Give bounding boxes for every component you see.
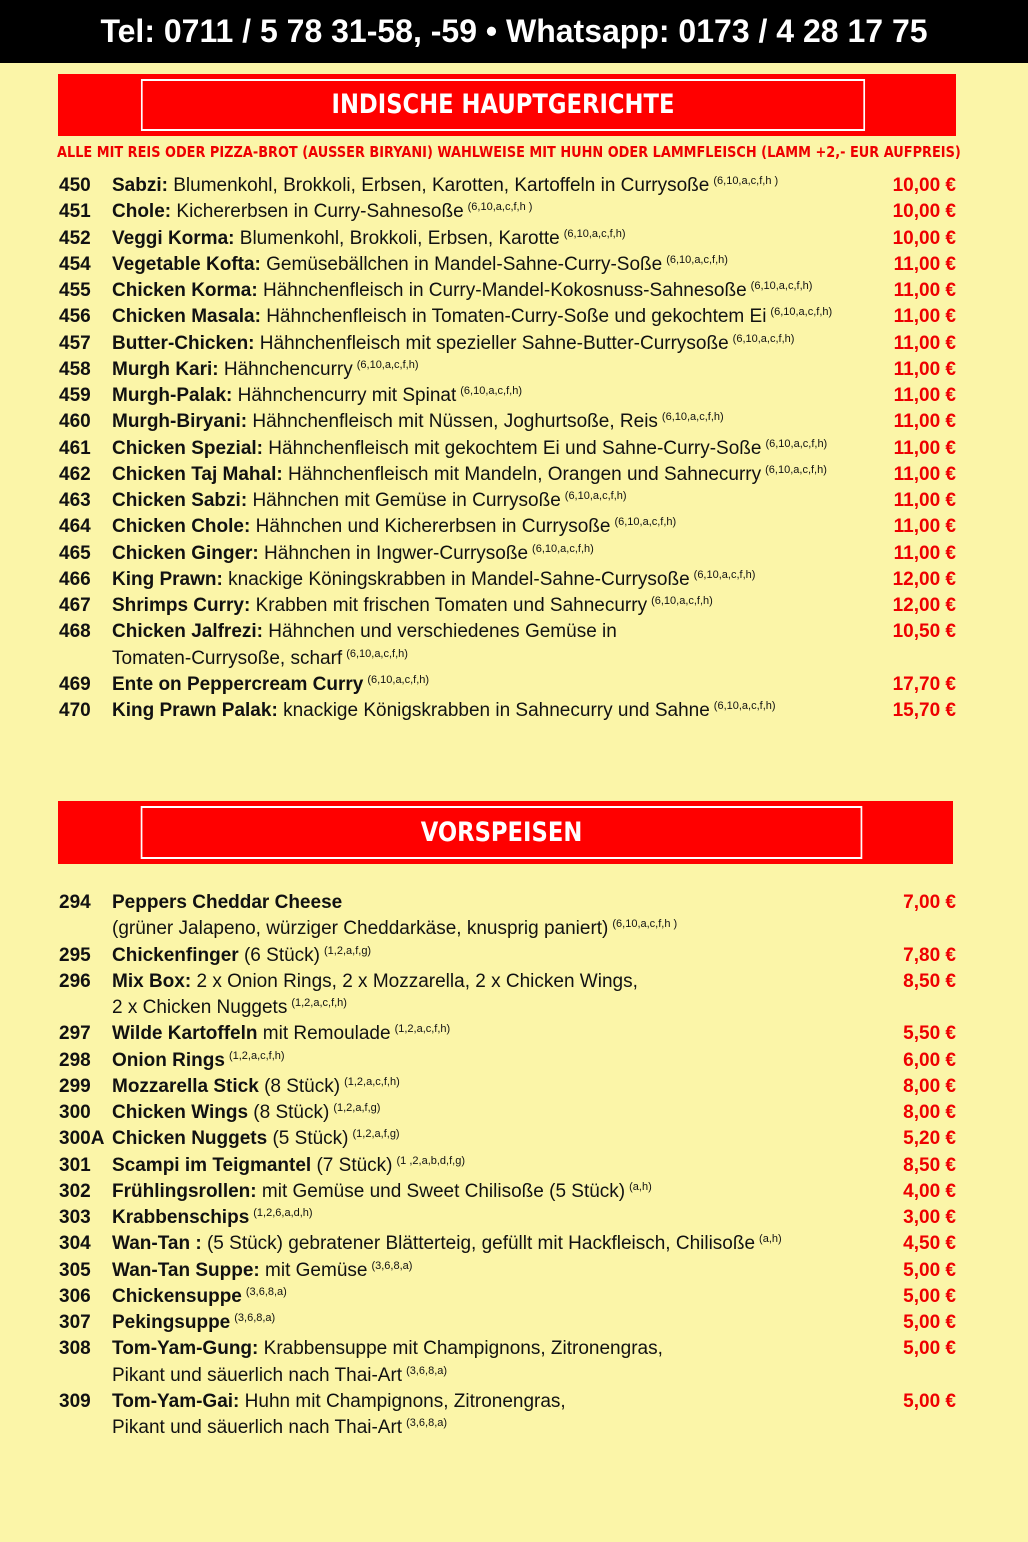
item-text bbox=[112, 1100, 380, 1126]
item-name: Chicken Sabzi: bbox=[112, 490, 248, 511]
item-text bbox=[112, 1389, 566, 1415]
item-price: 3,00 € bbox=[903, 1207, 956, 1228]
item-text bbox=[112, 890, 342, 916]
item-description: (8 Stück) bbox=[253, 1102, 330, 1123]
item-price: 10,00 € bbox=[892, 175, 956, 196]
menu-item bbox=[0, 1310, 1028, 1336]
menu-item bbox=[0, 357, 1028, 383]
allergen-codes: (6,10,a,c,f,h) bbox=[564, 490, 627, 502]
item-name: Murgh Kari: bbox=[112, 358, 219, 380]
item-number: 467 bbox=[59, 595, 91, 616]
menu-item bbox=[0, 199, 1028, 225]
item-text bbox=[112, 462, 827, 488]
menu-item bbox=[0, 173, 1028, 199]
item-description-line2 bbox=[112, 995, 347, 1021]
menu-item bbox=[0, 409, 1028, 435]
menu-item bbox=[0, 1126, 1028, 1152]
menu-item bbox=[0, 331, 1028, 357]
item-name: Sabzi: bbox=[112, 175, 168, 196]
allergen-codes: (1 ,2,a,b,d,f,g) bbox=[396, 1154, 465, 1167]
allergen-codes: (1,2,a,f,g) bbox=[333, 1102, 381, 1114]
allergen-codes: (6,10,a,c,f,h) bbox=[750, 280, 813, 292]
allergen-codes: (6,10,a,c,f,h) bbox=[651, 595, 713, 607]
item-description: mit Remoulade bbox=[262, 1023, 391, 1045]
item-name: Tom-Yam-Gai: bbox=[112, 1390, 240, 1412]
item-number: 456 bbox=[59, 306, 91, 328]
item-number: 302 bbox=[59, 1180, 91, 1202]
menu-item bbox=[0, 383, 1028, 409]
item-number: 298 bbox=[59, 1049, 91, 1071]
allergen-codes: (6,10,a,c,f,h) bbox=[367, 673, 430, 686]
allergen-codes: (6,10,a,c,f,h ) bbox=[713, 175, 779, 187]
item-description: (7 Stück) bbox=[316, 1154, 393, 1176]
item-name: Murgh-Palak: bbox=[112, 385, 233, 406]
item-description: (8 Stück) bbox=[264, 1075, 341, 1097]
item-price: 11,00 € bbox=[893, 306, 956, 328]
item-number: 301 bbox=[59, 1154, 91, 1176]
item-text bbox=[112, 173, 778, 199]
item-name: Peppers Cheddar Cheese bbox=[112, 892, 343, 913]
item-name: Chole: bbox=[112, 201, 172, 223]
item-number: 300 bbox=[59, 1102, 91, 1123]
menu-item bbox=[0, 1231, 1028, 1257]
item-description: mit Gemüse bbox=[265, 1259, 368, 1281]
item-text bbox=[112, 1153, 465, 1179]
item-number: 457 bbox=[59, 332, 91, 354]
item-description: Hähnchenfleisch mit gekochtem Ei und Sahne-Curry-Soße bbox=[268, 437, 762, 459]
item-name: Chicken Korma: bbox=[112, 280, 258, 301]
allergen-codes: (1,2,6,a,d,h) bbox=[253, 1207, 313, 1219]
menu-item bbox=[0, 488, 1028, 514]
allergen-codes: (3,6,8,a) bbox=[245, 1285, 287, 1298]
item-description: 2 x Onion Rings, 2 x Mozzarella, 2 x Chicken Wings, bbox=[196, 970, 638, 992]
item-price: 11,00 € bbox=[893, 358, 956, 380]
item-name: Chicken Spezial: bbox=[112, 437, 263, 459]
item-number: 303 bbox=[59, 1207, 91, 1228]
item-description: Gemüsebällchen in Mandel-Sahne-Curry-Soße bbox=[266, 253, 663, 275]
section-banner-vorspeisen bbox=[58, 801, 953, 864]
item-description: Krabbensuppe mit Champignons, Zitronengras, bbox=[263, 1338, 663, 1360]
item-number: 306 bbox=[59, 1285, 91, 1307]
item-description-line2 bbox=[112, 1415, 447, 1441]
item-number: 304 bbox=[59, 1233, 91, 1255]
allergen-codes: (6,10,a,c,f,h) bbox=[356, 358, 419, 371]
item-text bbox=[112, 1021, 450, 1047]
item-name: Chicken Nuggets bbox=[112, 1128, 268, 1150]
item-name: Veggi Korma: bbox=[112, 227, 235, 249]
item-price: 11,00 € bbox=[893, 542, 956, 564]
item-text bbox=[112, 436, 827, 462]
allergen-codes: (a,h) bbox=[759, 1233, 782, 1246]
item-number: 300A bbox=[59, 1128, 105, 1150]
allergen-codes: (1,2,a,c,f,h) bbox=[394, 1023, 451, 1036]
item-number: 308 bbox=[59, 1338, 91, 1360]
item-number: 458 bbox=[59, 358, 91, 380]
menu-list-hauptgerichte bbox=[0, 173, 1028, 724]
item-price: 4,50 € bbox=[903, 1233, 956, 1255]
item-number: 461 bbox=[59, 437, 91, 459]
item-number: 452 bbox=[59, 227, 91, 249]
item-name: Pekingsuppe bbox=[112, 1312, 231, 1333]
item-price: 11,00 € bbox=[893, 490, 956, 511]
item-name: Chicken Wings bbox=[112, 1102, 249, 1123]
item-description-line2 bbox=[112, 916, 677, 942]
item-text bbox=[112, 199, 532, 225]
item-price: 4,00 € bbox=[903, 1180, 956, 1202]
allergen-codes: (6,10,a,c,f,h) bbox=[460, 385, 523, 397]
item-price: 11,00 € bbox=[893, 411, 956, 433]
item-text bbox=[112, 278, 812, 304]
menu-item bbox=[0, 1258, 1028, 1284]
item-description: Hähnchen und Kichererbsen in Currysoße bbox=[255, 516, 611, 538]
item-name: Chicken Masala: bbox=[112, 306, 261, 328]
item-name: Tom-Yam-Gung: bbox=[112, 1338, 259, 1360]
item-name: Chickensuppe bbox=[112, 1285, 242, 1307]
menu-item bbox=[0, 1153, 1028, 1179]
item-number: 295 bbox=[59, 944, 91, 966]
allergen-codes: (6,10,a,c,f,h ) bbox=[612, 918, 678, 931]
item-number: 299 bbox=[59, 1075, 91, 1097]
item-number: 297 bbox=[59, 1023, 91, 1045]
item-price: 5,20 € bbox=[903, 1128, 956, 1150]
item-description: Blumenkohl, Brokkoli, Erbsen, Karotten, Kartoffeln in Currysoße bbox=[173, 175, 710, 196]
item-description: (5 Stück) gebratener Blätterteig, gefüllt mit Hackfleisch, Chilisoße bbox=[206, 1233, 756, 1255]
item-name: King Prawn: bbox=[112, 568, 223, 590]
item-price: 8,50 € bbox=[903, 970, 956, 992]
item-text bbox=[112, 1126, 400, 1152]
allergen-codes: (6,10,a,c,f,h) bbox=[666, 253, 728, 266]
item-name: Chicken Chole: bbox=[112, 516, 251, 538]
allergen-codes: (1,2,a,f,g) bbox=[352, 1128, 400, 1141]
item-text bbox=[112, 514, 676, 540]
item-text bbox=[112, 331, 794, 357]
item-price: 5,00 € bbox=[903, 1390, 956, 1412]
item-price: 5,00 € bbox=[903, 1259, 956, 1281]
item-price: 7,80 € bbox=[903, 944, 956, 966]
item-name: Krabbenschips bbox=[112, 1207, 250, 1228]
item-text bbox=[112, 304, 832, 330]
item-number: 459 bbox=[59, 385, 91, 406]
menu-item bbox=[0, 672, 1028, 698]
allergen-codes: (3,6,8,a) bbox=[371, 1259, 413, 1272]
item-price: 11,00 € bbox=[893, 280, 956, 301]
allergen-codes: (6,10,a,c,f,h ) bbox=[467, 201, 533, 214]
item-price: 5,00 € bbox=[903, 1312, 956, 1333]
item-name: Chicken Ginger: bbox=[112, 542, 259, 564]
item-text bbox=[112, 698, 776, 724]
item-name: Murgh-Biryani: bbox=[112, 411, 248, 433]
item-name: Wan-Tan Suppe: bbox=[112, 1259, 260, 1281]
section-note: ALLE MIT REIS ODER PIZZA-BROT (AUSSER BIRYANI) WAHLWEISE MIT HUHN ODER LAMMFLEISCH (LAMM +2,- EUR AUFPREIS) bbox=[57, 143, 961, 161]
menu-item bbox=[0, 619, 1028, 672]
allergen-codes: (3,6,8,a) bbox=[406, 1417, 448, 1429]
menu-item bbox=[0, 1336, 1028, 1389]
item-number: 296 bbox=[59, 970, 91, 992]
item-price: 17,70 € bbox=[892, 673, 956, 695]
allergen-codes: (1,2,a,f,g) bbox=[324, 944, 372, 957]
item-number: 465 bbox=[59, 542, 91, 564]
item-description: mit Gemüse und Sweet Chilisoße (5 Stück) bbox=[261, 1180, 626, 1202]
section-title: VORSPEISEN bbox=[141, 806, 863, 859]
item-description: Hähnchen und verschiedenes Gemüse in bbox=[268, 621, 617, 643]
item-description-continued: Tomaten-Currysoße, scharf bbox=[112, 647, 343, 669]
item-description: Hähnchenfleisch mit spezieller Sahne-Butter-Currysoße bbox=[259, 332, 729, 354]
item-name: Onion Rings bbox=[112, 1049, 225, 1071]
item-price: 5,00 € bbox=[903, 1338, 956, 1360]
item-description: Krabben mit frischen Tomaten und Sahnecurry bbox=[255, 595, 648, 616]
allergen-codes: (6,10,a,c,f,h) bbox=[661, 411, 724, 424]
allergen-codes: (6,10,a,c,f,h) bbox=[770, 306, 833, 319]
item-text bbox=[112, 488, 627, 514]
item-price: 11,00 € bbox=[893, 385, 956, 406]
item-text bbox=[112, 226, 626, 252]
item-text bbox=[112, 567, 755, 593]
menu-item bbox=[0, 1048, 1028, 1074]
item-description: Hähnchencurry bbox=[223, 358, 353, 380]
item-price: 11,00 € bbox=[893, 516, 956, 538]
item-number: 450 bbox=[59, 175, 91, 196]
menu-item bbox=[0, 226, 1028, 252]
item-description-continued: (grüner Jalapeno, würziger Cheddarkäse, knusprig paniert) bbox=[112, 918, 609, 940]
item-description: (5 Stück) bbox=[272, 1128, 349, 1150]
item-name: Frühlingsrollen: bbox=[112, 1180, 257, 1202]
item-name: Chicken Taj Mahal: bbox=[112, 463, 283, 485]
item-name: Ente on Peppercream Curry bbox=[112, 673, 364, 695]
item-text bbox=[112, 383, 522, 409]
menu-item bbox=[0, 252, 1028, 278]
item-price: 5,00 € bbox=[903, 1285, 956, 1307]
allergen-codes: (6,10,a,c,f,h) bbox=[532, 542, 594, 555]
menu-item bbox=[0, 436, 1028, 462]
item-description: Hähnchen mit Gemüse in Currysoße bbox=[252, 490, 561, 511]
menu-item bbox=[0, 969, 1028, 1022]
menu-item bbox=[0, 943, 1028, 969]
item-description: Hähnchenfleisch mit Mandeln, Orangen und Sahnecurry bbox=[287, 463, 762, 485]
item-description-continued: Pikant und säuerlich nach Thai-Art bbox=[112, 1364, 403, 1386]
item-number: 307 bbox=[59, 1312, 91, 1333]
item-number: 305 bbox=[59, 1259, 91, 1281]
item-name: Vegetable Kofta: bbox=[112, 253, 261, 275]
allergen-codes: (6,10,a,c,f,h) bbox=[563, 227, 626, 240]
item-number: 468 bbox=[59, 621, 91, 643]
item-price: 11,00 € bbox=[893, 332, 956, 354]
item-number: 294 bbox=[59, 892, 91, 913]
item-price: 8,50 € bbox=[903, 1154, 956, 1176]
allergen-codes: (1,2,a,c,f,h) bbox=[344, 1075, 400, 1088]
item-number: 466 bbox=[59, 568, 91, 590]
item-name: Scampi im Teigmantel bbox=[112, 1154, 312, 1176]
item-name: Butter-Chicken: bbox=[112, 332, 255, 354]
item-name: Chickenfinger bbox=[112, 944, 239, 966]
item-text bbox=[112, 593, 713, 619]
menu-item bbox=[0, 1100, 1028, 1126]
item-name: Wan-Tan : bbox=[112, 1233, 202, 1255]
menu-item bbox=[0, 890, 1028, 943]
item-text bbox=[112, 1231, 782, 1257]
menu-item bbox=[0, 1021, 1028, 1047]
contact-header: Tel: 0711 / 5 78 31-58, -59 • Whatsapp: 0173 / 4 28 17 75 bbox=[0, 0, 1028, 63]
allergen-codes: (6,10,a,c,f,h) bbox=[346, 647, 408, 660]
item-text bbox=[112, 541, 594, 567]
item-price: 5,50 € bbox=[903, 1023, 956, 1045]
menu-item bbox=[0, 1074, 1028, 1100]
section-title: INDISCHE HAUPTGERICHTE bbox=[141, 79, 865, 131]
item-number: 454 bbox=[59, 253, 91, 275]
item-number: 309 bbox=[59, 1390, 91, 1412]
allergen-codes: (6,10,a,c,f,h) bbox=[713, 700, 776, 712]
item-text bbox=[112, 1258, 412, 1284]
menu-item bbox=[0, 1205, 1028, 1231]
item-number: 455 bbox=[59, 280, 91, 301]
item-number: 464 bbox=[59, 516, 91, 538]
item-number: 451 bbox=[59, 201, 91, 223]
item-description-line2 bbox=[112, 1363, 447, 1389]
allergen-codes: (6,10,a,c,f,h) bbox=[693, 568, 756, 581]
item-price: 7,00 € bbox=[903, 892, 956, 913]
menu-list-vorspeisen bbox=[0, 890, 1028, 1441]
item-name: Chicken Jalfrezi: bbox=[112, 621, 263, 643]
item-name: Mix Box: bbox=[112, 970, 192, 992]
item-number: 462 bbox=[59, 463, 91, 485]
allergen-codes: (3,6,8,a) bbox=[406, 1364, 448, 1377]
item-price: 8,00 € bbox=[903, 1102, 956, 1123]
item-price: 8,00 € bbox=[903, 1075, 956, 1097]
item-name: Wilde Kartoffeln bbox=[112, 1023, 258, 1045]
item-text bbox=[112, 1074, 400, 1100]
item-number: 463 bbox=[59, 490, 91, 511]
item-price: 15,70 € bbox=[892, 700, 956, 721]
item-description: knackige Köningskrabben in Mandel-Sahne-Currysoße bbox=[228, 568, 690, 590]
menu-item bbox=[0, 1389, 1028, 1442]
item-price: 12,00 € bbox=[892, 568, 956, 590]
item-text bbox=[112, 672, 429, 698]
item-price: 6,00 € bbox=[903, 1049, 956, 1071]
menu-item bbox=[0, 541, 1028, 567]
allergen-codes: (6,10,a,c,f,h) bbox=[765, 463, 827, 476]
menu-item bbox=[0, 304, 1028, 330]
item-description-continued: 2 x Chicken Nuggets bbox=[112, 997, 288, 1018]
item-description-line2 bbox=[112, 646, 408, 672]
item-price: 12,00 € bbox=[892, 595, 956, 616]
item-description: knackige Königskrabben in Sahnecurry und Sahne bbox=[283, 700, 710, 721]
item-text bbox=[112, 252, 728, 278]
menu-item bbox=[0, 278, 1028, 304]
allergen-codes: (6,10,a,c,f,h) bbox=[614, 516, 677, 529]
item-number: 470 bbox=[59, 700, 91, 721]
item-text bbox=[112, 357, 419, 383]
item-text bbox=[112, 1284, 287, 1310]
item-text bbox=[112, 943, 371, 969]
menu-item bbox=[0, 462, 1028, 488]
item-description: Hähnchenfleisch mit Nüssen, Joghurtsoße, Reis bbox=[252, 411, 658, 433]
item-description: Hähnchenfleisch in Curry-Mandel-Kokosnuss-Sahnesoße bbox=[262, 280, 747, 301]
item-description: Hähnchen in Ingwer-Currysoße bbox=[264, 542, 529, 564]
item-text bbox=[112, 969, 638, 995]
item-name: Mozzarella Stick bbox=[112, 1075, 259, 1097]
item-description: Hähnchenfleisch in Tomaten-Curry-Soße und gekochtem Ei bbox=[266, 306, 767, 328]
item-description-continued: Pikant und säuerlich nach Thai-Art bbox=[112, 1417, 403, 1438]
item-description: Huhn mit Champignons, Zitronengras, bbox=[244, 1390, 566, 1412]
item-number: 469 bbox=[59, 673, 91, 695]
item-description: (6 Stück) bbox=[243, 944, 321, 966]
item-price: 10,00 € bbox=[892, 201, 956, 223]
item-number: 460 bbox=[59, 411, 91, 433]
item-price: 11,00 € bbox=[893, 463, 956, 485]
item-price: 10,50 € bbox=[892, 621, 956, 643]
allergen-codes: (a,h) bbox=[629, 1180, 652, 1193]
item-text bbox=[112, 1048, 285, 1074]
allergen-codes: (6,10,a,c,f,h) bbox=[732, 332, 795, 345]
item-text bbox=[112, 1179, 652, 1205]
menu-item bbox=[0, 1179, 1028, 1205]
item-price: 11,00 € bbox=[893, 253, 956, 275]
item-text bbox=[112, 409, 724, 435]
item-name: Shrimps Curry: bbox=[112, 595, 251, 616]
item-description: Blumenkohl, Brokkoli, Erbsen, Karotte bbox=[239, 227, 560, 249]
item-price: 11,00 € bbox=[893, 437, 956, 459]
menu-item bbox=[0, 514, 1028, 540]
item-text bbox=[112, 619, 617, 645]
item-description: Hähnchencurry mit Spinat bbox=[237, 385, 457, 406]
allergen-codes: (3,6,8,a) bbox=[234, 1312, 276, 1324]
item-text bbox=[112, 1205, 313, 1231]
item-text bbox=[112, 1310, 275, 1336]
menu-item bbox=[0, 1284, 1028, 1310]
menu-item bbox=[0, 593, 1028, 619]
allergen-codes: (1,2,a,c,f,h) bbox=[228, 1049, 285, 1062]
item-description: Kichererbsen in Curry-Sahnesoße bbox=[176, 201, 464, 223]
item-text bbox=[112, 1336, 663, 1362]
allergen-codes: (6,10,a,c,f,h) bbox=[765, 437, 828, 450]
allergen-codes: (1,2,a,c,f,h) bbox=[291, 997, 347, 1009]
section-banner-hauptgerichte bbox=[58, 74, 956, 136]
item-name: King Prawn Palak: bbox=[112, 700, 278, 721]
menu-item bbox=[0, 567, 1028, 593]
item-price: 10,00 € bbox=[892, 227, 956, 249]
menu-item bbox=[0, 698, 1028, 724]
